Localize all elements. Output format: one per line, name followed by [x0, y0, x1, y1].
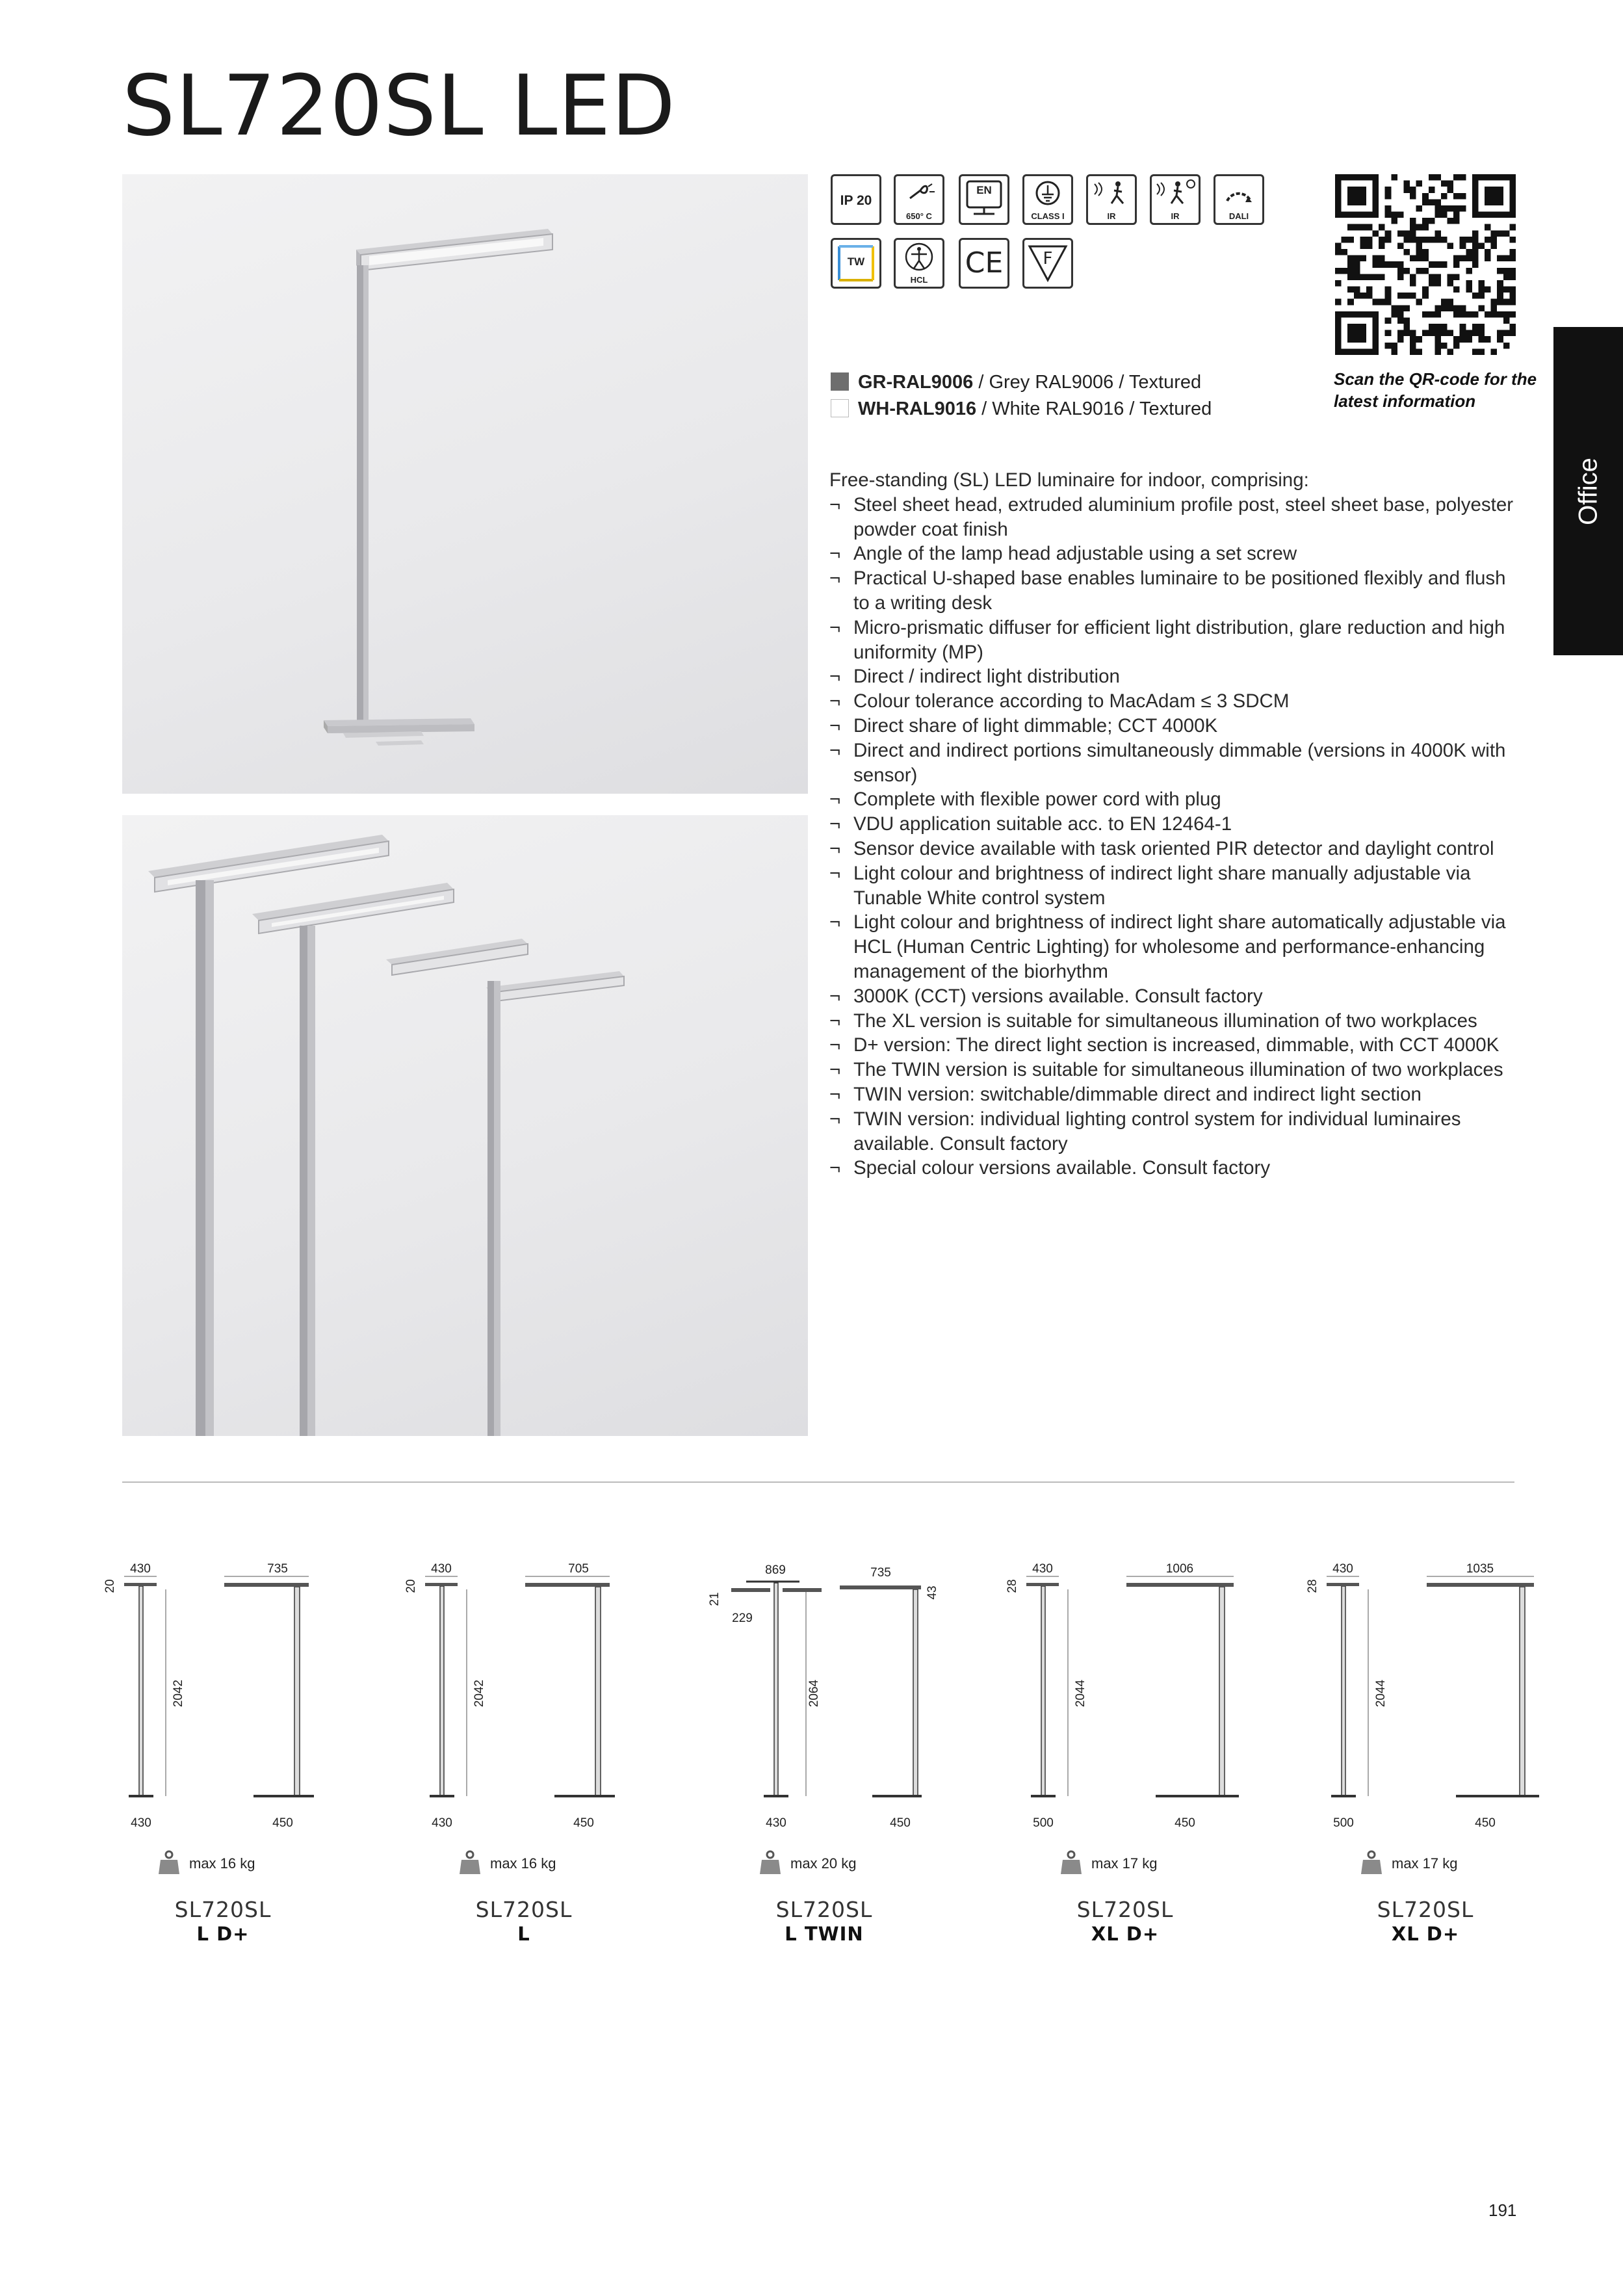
dim-head-height: 20: [103, 1579, 117, 1593]
dim-side-width: 705: [568, 1562, 589, 1576]
protection-class-icon: CLASS I: [1022, 174, 1073, 225]
dimension-drawing: [702, 1550, 981, 1836]
dim-total-height: 2044: [1074, 1679, 1087, 1708]
colour-option-grey: GR-RAL9006 / Grey RAL9006 / Textured: [831, 371, 1201, 394]
dim-head-width: 869: [765, 1563, 786, 1577]
feature-item: ¬ Practical U-shaped base enables luminaire to be positioned flexibly and flush to a writing desk: [829, 566, 1518, 616]
dim-side-height: 43: [926, 1585, 939, 1600]
dim-base-front: 500: [1333, 1816, 1354, 1830]
feature-item: ¬ Micro-prismatic diffuser for efficient light distribution, glare reduction and high uniformity (MP): [829, 616, 1518, 665]
dali-dimming-icon: DALI: [1214, 174, 1264, 225]
dimension-drawing: [1303, 1550, 1583, 1836]
dim-total-height: 2042: [172, 1679, 185, 1708]
product-photo-single: [122, 174, 808, 794]
dim-total-height: 2064: [807, 1679, 821, 1708]
model-name: SL720SL: [475, 1897, 573, 1922]
dimension-drawing: [1003, 1550, 1282, 1836]
dim-head-height: 28: [1306, 1579, 1319, 1593]
ir-sensor-icon: IR: [1086, 174, 1137, 225]
feature-item: ¬ 3000K (CCT) versions available. Consult factory: [829, 984, 1518, 1009]
model-variant: XL D+: [1091, 1923, 1160, 1945]
weight-icon: [158, 1849, 180, 1879]
feature-item: ¬ The TWIN version is suitable for simultaneous illumination of two workplaces: [829, 1058, 1518, 1082]
dim-offset: 229: [732, 1611, 753, 1625]
weight-icon: [759, 1849, 781, 1879]
dim-side-width: 735: [267, 1562, 288, 1576]
weight-icon: [459, 1849, 481, 1879]
dim-total-height: 2044: [1374, 1679, 1388, 1708]
description-intro: Free-standing (SL) LED luminaire for indoor, comprising:: [829, 469, 1309, 491]
dim-head-width: 430: [431, 1562, 452, 1576]
dim-total-height: 2042: [473, 1679, 486, 1708]
dim-head-height: 20: [404, 1579, 418, 1593]
dim-base-side: 450: [890, 1816, 911, 1830]
dim-head-height: 21: [708, 1592, 721, 1606]
dim-head-height: 28: [1006, 1579, 1019, 1593]
dim-head-width: 430: [130, 1562, 151, 1576]
feature-item: ¬ Light colour and brightness of indirect light share manually adjustable via Tunable White control system: [829, 861, 1518, 911]
weight-icon: [1360, 1849, 1383, 1879]
feature-item: ¬ Light colour and brightness of indirect light share automatically adjustable via HCL (Human Centric Lighting) for wholesome and performance-enhancing management of the biorhythm: [829, 910, 1518, 984]
qr-code[interactable]: [1335, 174, 1516, 355]
feature-item: ¬ Direct share of light dimmable; CCT 4000K: [829, 714, 1518, 738]
colour-option-white: WH-RAL9016 / White RAL9016 / Textured: [831, 397, 1212, 421]
max-weight: max 16 kg: [459, 1849, 556, 1879]
feature-item: ¬ The XL version is suitable for simultaneous illumination of two workplaces: [829, 1009, 1518, 1034]
divider: [122, 1481, 1514, 1483]
dim-base-front: 430: [131, 1816, 151, 1830]
ce-mark-icon: CE: [959, 238, 1009, 289]
dim-side-width: 1006: [1165, 1562, 1194, 1576]
tunable-white-icon: TW: [831, 238, 881, 289]
feature-item: ¬ Direct / indirect light distribution: [829, 664, 1518, 689]
white-swatch-icon: [831, 399, 849, 417]
feature-item: ¬ Angle of the lamp head adjustable using a set screw: [829, 541, 1518, 566]
section-tab-label: Office: [1574, 457, 1602, 525]
feature-item: ¬ Steel sheet head, extruded aluminium profile post, steel sheet base, polyester powder coat finish: [829, 493, 1518, 542]
product-description: [829, 468, 1518, 1181]
dim-side-width: 735: [870, 1566, 891, 1580]
dim-base-front: 500: [1033, 1816, 1054, 1830]
model-name: SL720SL: [775, 1897, 873, 1922]
product-photo-group: [122, 815, 808, 1436]
model-name: SL720SL: [174, 1897, 272, 1922]
max-weight: max 20 kg: [759, 1849, 857, 1879]
weight-icon: [1060, 1849, 1082, 1879]
model-name: SL720SL: [1076, 1897, 1174, 1922]
feature-item: ¬ TWIN version: switchable/dimmable direct and indirect light section: [829, 1082, 1518, 1107]
dim-base-side: 450: [1475, 1816, 1496, 1830]
feature-item: ¬ Direct and indirect portions simultaneously dimmable (versions in 4000K with sensor): [829, 738, 1518, 788]
max-weight: max 17 kg: [1360, 1849, 1458, 1879]
feature-list: [829, 493, 1518, 1181]
feature-item: ¬ TWIN version: individual lighting control system for individual luminaires available. Consult factory: [829, 1107, 1518, 1156]
en-standard-icon: EN: [959, 174, 1009, 225]
max-weight: max 16 kg: [158, 1849, 255, 1879]
model-name: SL720SL: [1377, 1897, 1474, 1922]
dimension-drawing: [402, 1550, 681, 1836]
feature-item: ¬ VDU application suitable acc. to EN 12464-1: [829, 812, 1518, 837]
dim-base-side: 450: [1175, 1816, 1195, 1830]
dim-base-side: 450: [573, 1816, 594, 1830]
page-title: SL720SL LED: [122, 58, 676, 155]
model-variant: XL D+: [1391, 1923, 1460, 1945]
dim-base-front: 430: [432, 1816, 452, 1830]
page-number: 191: [1488, 2200, 1517, 2220]
feature-item: ¬ Colour tolerance according to MacAdam ≤ 3 SDCM: [829, 689, 1518, 714]
dim-side-width: 1035: [1466, 1562, 1494, 1576]
feature-item: ¬ Sensor device available with task oriented PIR detector and daylight control: [829, 837, 1518, 861]
dim-head-width: 430: [1032, 1562, 1053, 1576]
ir-daylight-sensor-icon: IR: [1150, 174, 1201, 225]
feature-item: ¬ D+ version: The direct light section is increased, dimmable, with CCT 4000K: [829, 1033, 1518, 1058]
feature-item: ¬ Special colour versions available. Consult factory: [829, 1156, 1518, 1181]
max-weight: max 17 kg: [1060, 1849, 1158, 1879]
model-variant: L TWIN: [785, 1923, 864, 1945]
dim-base-front: 430: [766, 1816, 786, 1830]
dim-head-width: 430: [1332, 1562, 1353, 1576]
dimension-drawing: [101, 1550, 380, 1836]
grey-swatch-icon: [831, 372, 849, 391]
feature-item: ¬ Complete with flexible power cord with plug: [829, 787, 1518, 812]
dim-base-side: 450: [272, 1816, 293, 1830]
section-tab: [1553, 327, 1623, 655]
model-variant: L D+: [196, 1923, 250, 1945]
model-variant: L: [517, 1923, 530, 1945]
hcl-human-icon: HCL: [894, 238, 944, 289]
qr-caption: Scan the QR-code for the latest information: [1334, 369, 1537, 411]
glow-wire-icon: 650° C: [894, 174, 944, 225]
ip20-icon: IP 20: [831, 174, 881, 225]
f-mark-icon: F: [1022, 238, 1073, 289]
